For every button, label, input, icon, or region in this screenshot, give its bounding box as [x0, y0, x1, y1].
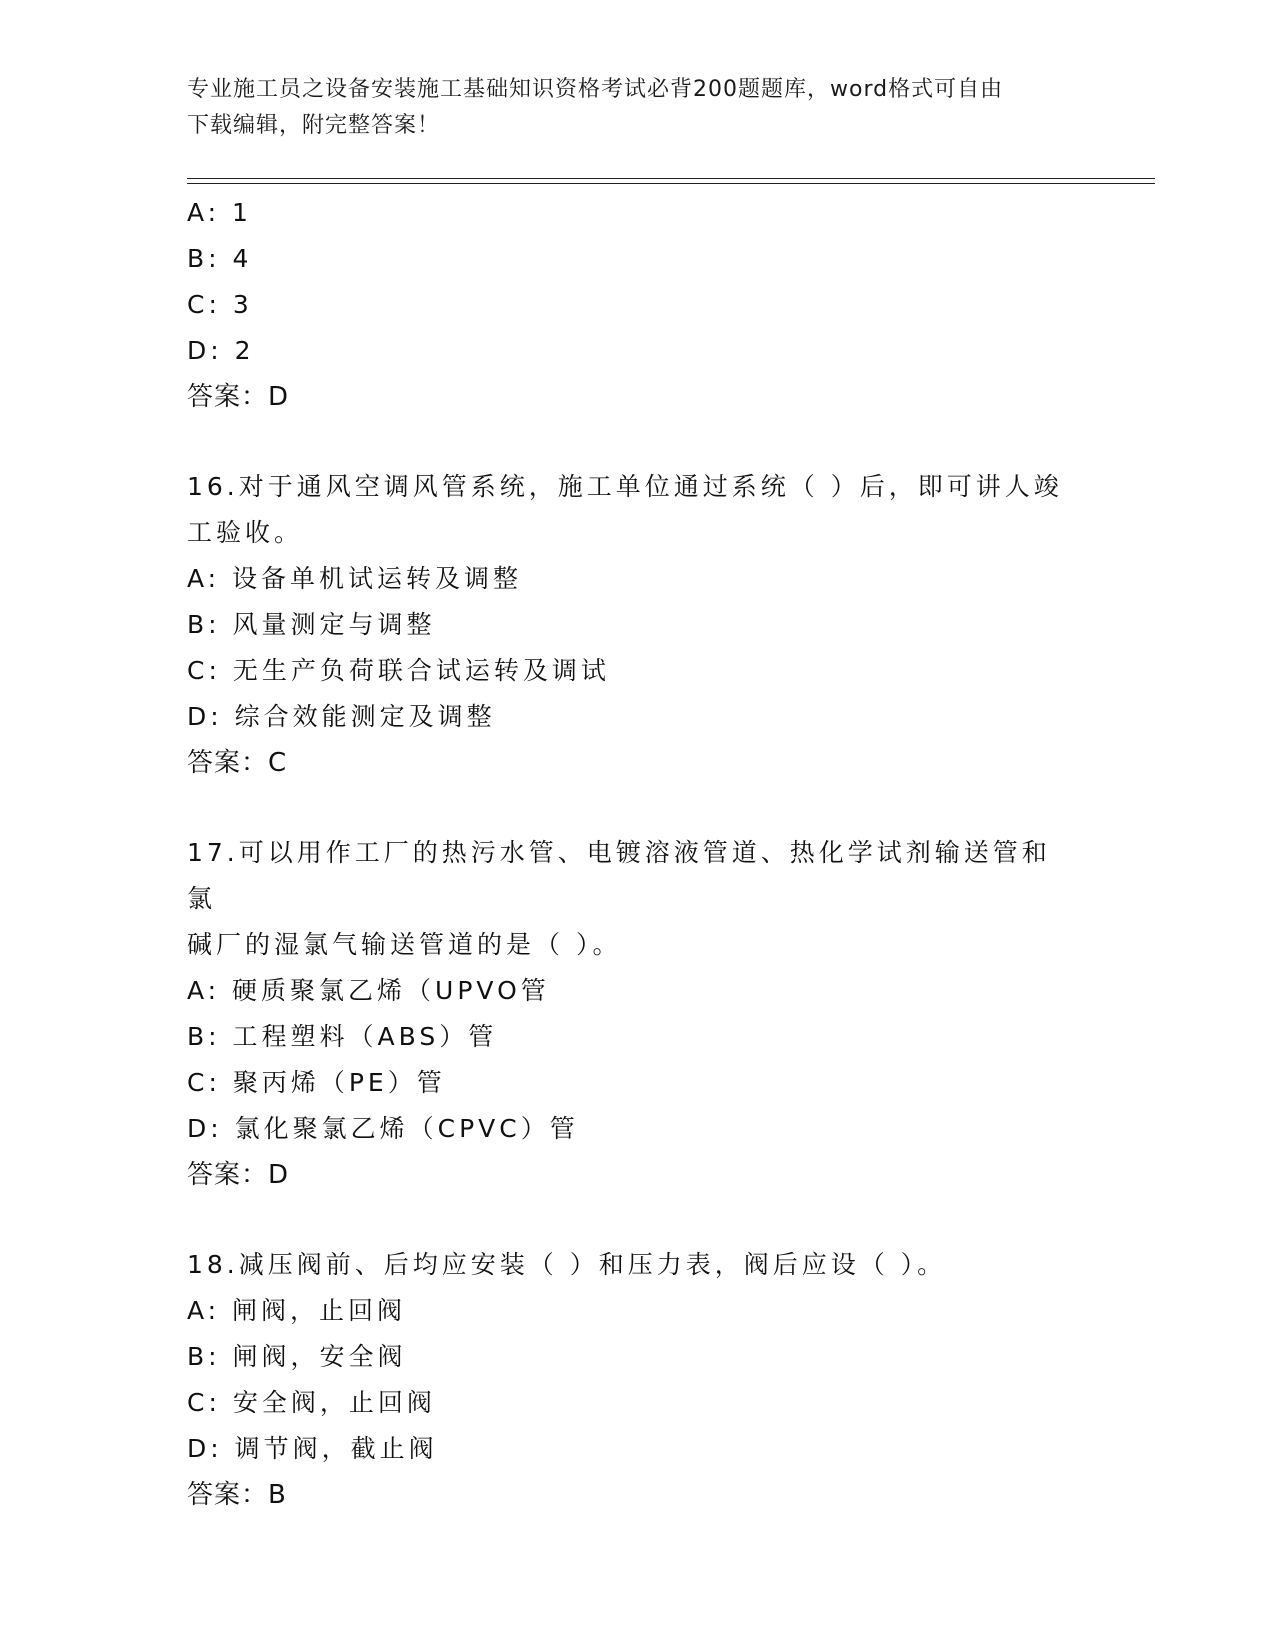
option-b: B: 闸阀，安全阀	[187, 1342, 407, 1371]
answer: 答案：D	[187, 1160, 290, 1190]
option-d: D: 2	[187, 336, 255, 365]
question-text-line2: 工验收。	[187, 518, 304, 547]
spacer	[187, 786, 1087, 830]
option-c: C: 无生产负荷联合试运转及调试	[187, 656, 610, 685]
option-d: D: 综合效能测定及调整	[187, 702, 496, 731]
question-16	[187, 464, 1087, 786]
question-text-line1: 17.可以用作工厂的热污水管、电镀溶液管道、热化学试剂输送管和氯	[187, 838, 1051, 913]
spacer	[187, 420, 1087, 464]
question-text-line1: 18.减压阀前、后均应安装（ ）和压力表，阀后应设（ ）。	[187, 1250, 947, 1279]
document-header	[187, 72, 1067, 144]
answer: 答案：B	[187, 1480, 287, 1510]
option-a: A: 1	[187, 198, 252, 227]
option-c: C: 3	[187, 290, 253, 319]
option-a: A: 硬质聚氯乙烯（UPVO管	[187, 976, 550, 1005]
question-17	[187, 830, 1087, 1198]
spacer	[187, 1198, 1087, 1242]
question-text-line2: 碱厂的湿氯气输送管道的是（ ）。	[187, 930, 622, 959]
answer: 答案：D	[187, 382, 290, 412]
option-c: C: 聚丙烯（PE）管	[187, 1068, 446, 1097]
header-title-line1: 专业施工员之设备安装施工基础知识资格考试必背200题题库，word格式可自由	[187, 77, 1004, 102]
option-b: B: 工程塑料（ABS）管	[187, 1022, 498, 1051]
option-b: B: 风量测定与调整	[187, 610, 436, 639]
option-a: A: 设备单机试运转及调整	[187, 564, 523, 593]
header-title-line2: 下载编辑，附完整答案！	[187, 113, 441, 138]
question-18	[187, 1242, 1087, 1518]
question-text-line1: 16.对于通风空调风管系统，施工单位通过系统（ ）后，即可讲人竣	[187, 472, 1063, 501]
header-rule-top	[187, 178, 1155, 179]
option-c: C: 安全阀，止回阀	[187, 1388, 436, 1417]
answer: 答案：C	[187, 748, 288, 778]
question-15	[187, 190, 1087, 420]
option-b: B: 4	[187, 244, 253, 273]
option-d: D: 氯化聚氯乙烯（CPVC）管	[187, 1114, 579, 1143]
question-list	[187, 190, 1087, 1518]
option-a: A: 闸阀，止回阀	[187, 1296, 407, 1325]
option-d: D: 调节阀，截止阀	[187, 1434, 438, 1463]
header-rule-bottom	[187, 183, 1155, 184]
